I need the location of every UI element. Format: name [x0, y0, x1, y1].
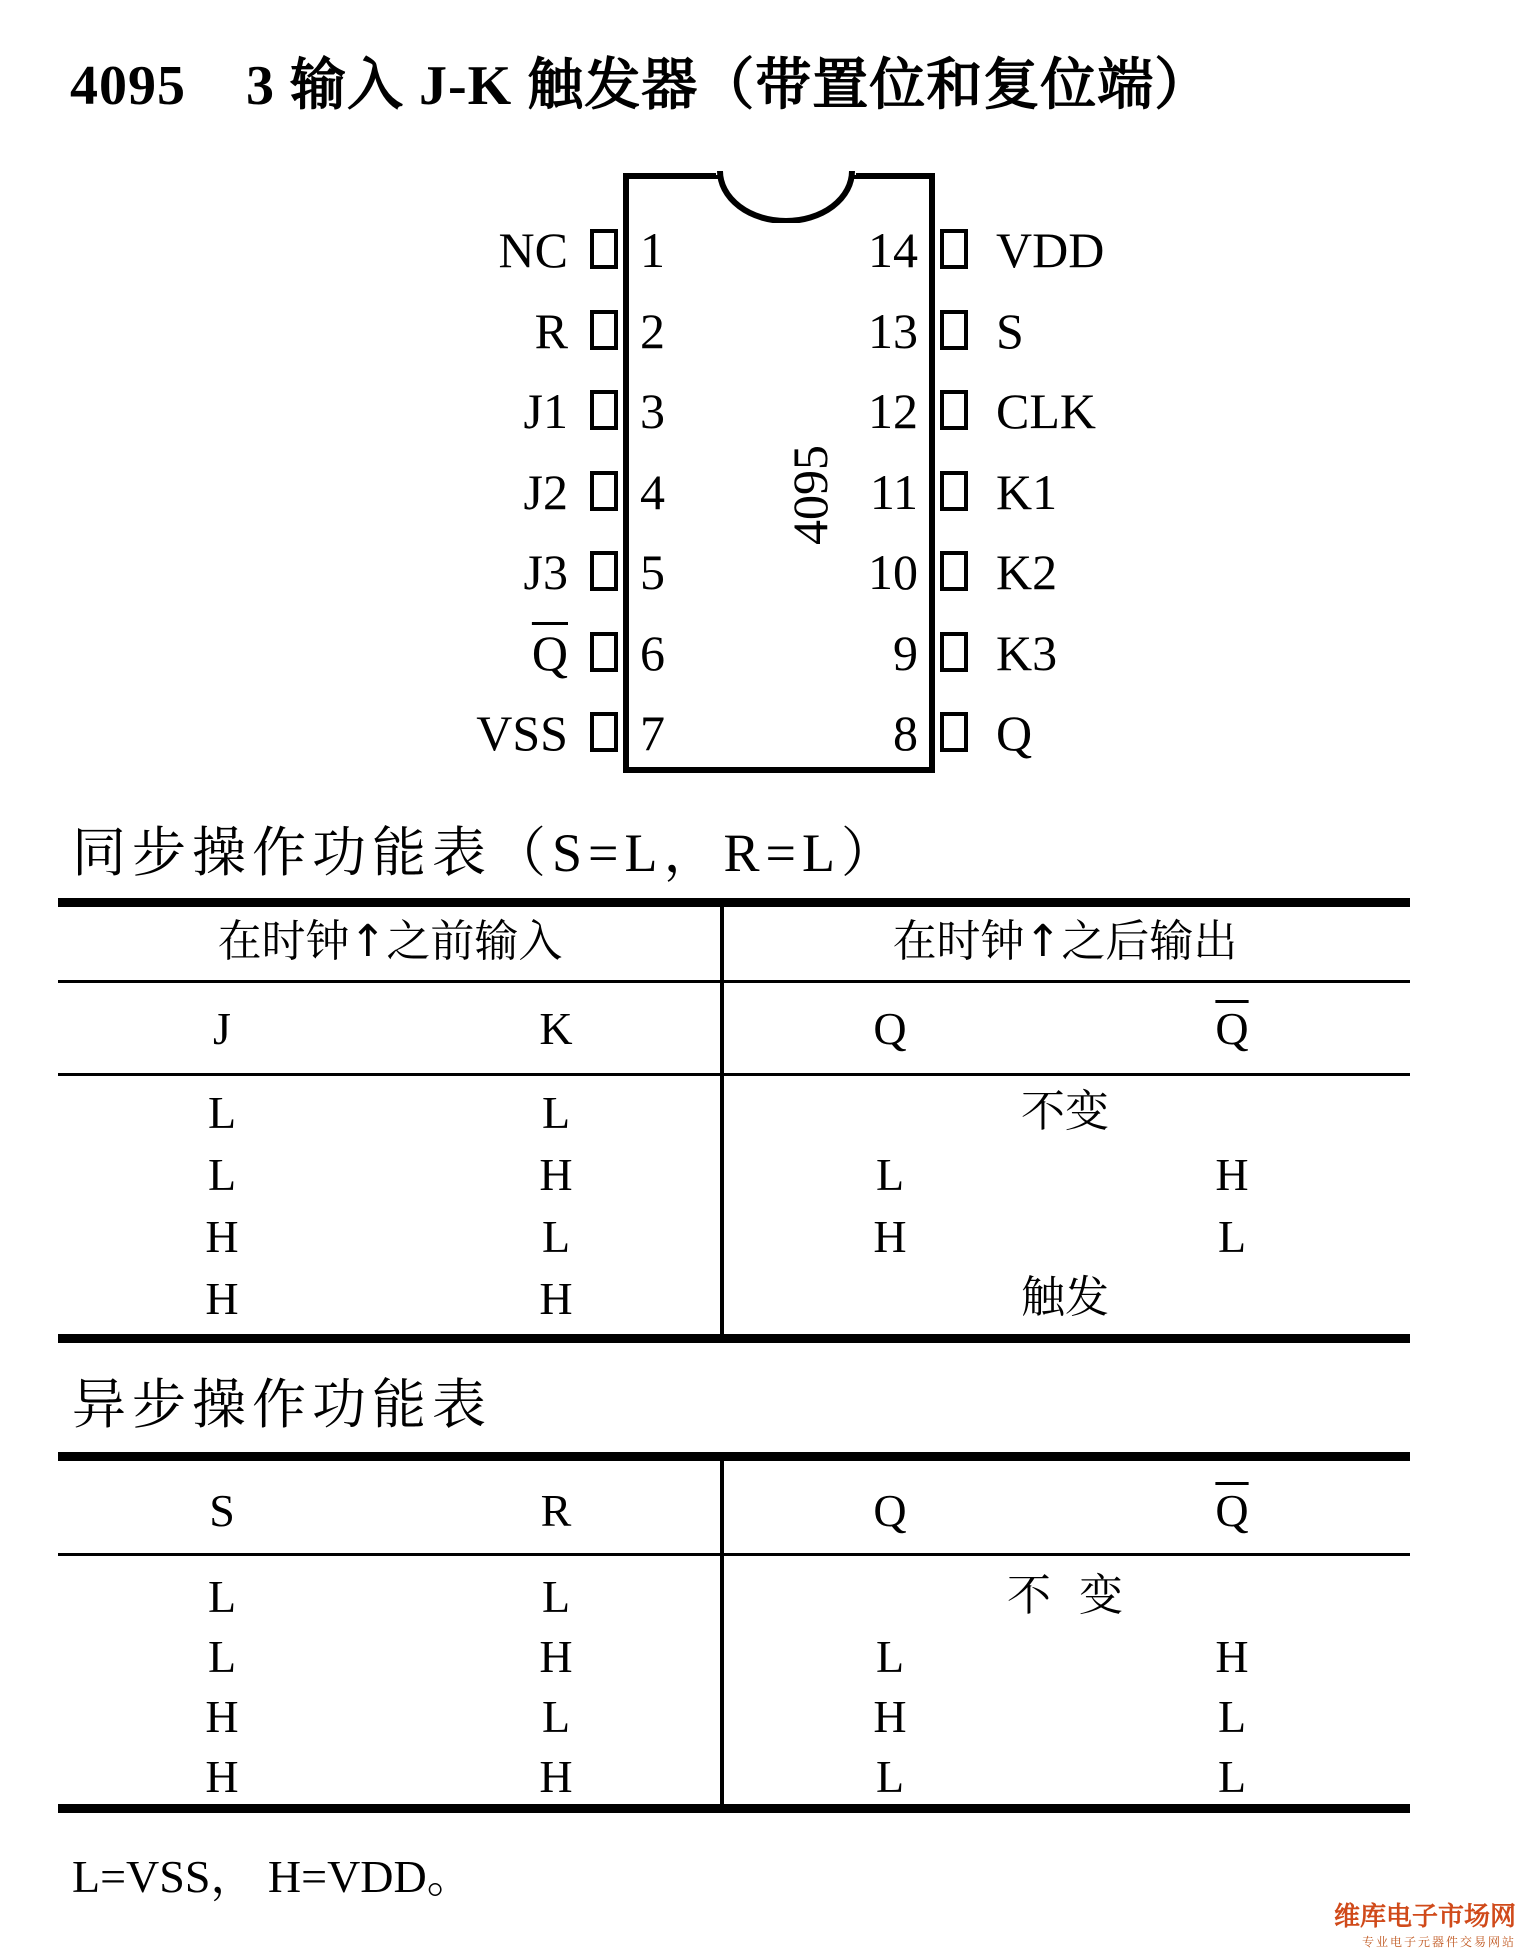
pin-label: K2: [996, 544, 1058, 600]
pin-number: 8: [893, 705, 918, 761]
col-header-q: Q: [873, 1003, 907, 1054]
pin-box-left: [590, 390, 618, 430]
table-cell-merged: 不 变: [1007, 1570, 1123, 1621]
table-cell: L: [875, 1149, 905, 1200]
pin-box-left: [590, 551, 618, 591]
table-cell: L: [541, 1087, 571, 1138]
table-cell: L: [207, 1149, 237, 1200]
table-cell: L: [207, 1087, 237, 1138]
table-cell: H: [205, 1691, 239, 1742]
pin-label: R: [534, 302, 568, 359]
table-cell: H: [539, 1149, 573, 1200]
watermark: [1334, 1896, 1516, 1950]
table-cell: L: [541, 1211, 571, 1262]
table-cell: L: [541, 1691, 571, 1742]
pin-box-right: [940, 390, 968, 430]
table-cell: L: [1217, 1691, 1247, 1742]
pin-label: Q: [996, 705, 1033, 761]
pin-number: 1: [640, 222, 665, 278]
table-rule-bottom: [58, 1804, 1410, 1813]
pin-box-right: [940, 471, 968, 511]
pin-label: NC: [498, 222, 568, 278]
pin-number: 2: [640, 302, 665, 359]
pin-box-right: [940, 712, 968, 752]
pin-box-right: [940, 229, 968, 269]
col-header-k: K: [539, 1003, 573, 1054]
table-cell: H: [873, 1691, 907, 1742]
table-cell: H: [1215, 1631, 1249, 1682]
table-cell: L: [875, 1631, 905, 1682]
col-header-r: R: [540, 1485, 572, 1536]
async-table-title: 异步操作功能表: [72, 1375, 492, 1435]
pin-box-left: [590, 712, 618, 752]
table-cell: H: [205, 1211, 239, 1262]
table-rule-top: [58, 898, 1410, 907]
title-text: 3 输入 J-K 触发器（带置位和复位端）: [246, 55, 1212, 117]
pin-label: CLK: [996, 383, 1096, 439]
document-title: [70, 55, 1212, 117]
table-cell: L: [1217, 1211, 1247, 1262]
sync-table-title: 同步操作功能表（S=L，R=L）: [72, 823, 901, 883]
table-cell-merged: 不变: [1021, 1086, 1109, 1137]
pin-number: 9: [893, 624, 918, 681]
watermark-brand: 维库电子市场网: [1333, 1902, 1516, 1932]
table-cell: H: [205, 1751, 239, 1802]
table-rule-top: [58, 1452, 1410, 1461]
ic-body-label: 4095: [782, 445, 838, 545]
col-header-s: S: [209, 1485, 235, 1536]
col-header-j: J: [213, 1003, 231, 1054]
table-cell: L: [541, 1571, 571, 1622]
pin-label: S: [996, 302, 1024, 359]
table-cell-merged: 触发: [1021, 1272, 1109, 1323]
watermark-tagline: 专业电子元器件交易网站: [1361, 1935, 1516, 1949]
table-cell: H: [539, 1273, 573, 1324]
pin-label: J3: [523, 544, 568, 600]
table-divider: [720, 905, 724, 1337]
pin-label: K3: [996, 624, 1058, 681]
group-header-outputs: 在时钟↑之后输出: [892, 916, 1238, 967]
table-cell: L: [207, 1631, 237, 1682]
pin-box-right: [940, 632, 968, 672]
table-cell: L: [875, 1751, 905, 1802]
pin-label: $\overline{Q}$: [531, 624, 568, 681]
table-rule: [58, 1553, 1410, 1556]
ic-notch: [716, 167, 856, 223]
table-cell: H: [1215, 1149, 1249, 1200]
pin-label: J2: [523, 463, 568, 520]
pin-number: 13: [868, 302, 918, 359]
table-cell: H: [539, 1631, 573, 1682]
pin-number: 6: [640, 624, 665, 681]
table-divider: [720, 1460, 724, 1806]
pin-box-left: [590, 310, 618, 350]
pin-box-left: [590, 229, 618, 269]
title-part-number: 4095: [70, 55, 186, 117]
pin-label: K1: [996, 463, 1058, 520]
table-cell: H: [873, 1211, 907, 1262]
pin-number: 4: [640, 463, 665, 520]
pin-box-left: [590, 471, 618, 511]
pin-number: 11: [869, 463, 918, 520]
table-cell: H: [205, 1273, 239, 1324]
pin-box-right: [940, 551, 968, 591]
pin-number: 5: [640, 544, 665, 600]
pin-number: 7: [640, 705, 665, 761]
table-cell: L: [207, 1571, 237, 1622]
table-rule: [58, 980, 1410, 983]
pin-box-right: [940, 310, 968, 350]
table-rule: [58, 1073, 1410, 1076]
col-header-q-bar: $\overline{Q}$: [1215, 1485, 1249, 1536]
pin-number: 14: [868, 222, 918, 278]
col-header-q-bar: $\overline{Q}$: [1215, 1003, 1249, 1054]
pin-label: J1: [523, 383, 568, 439]
pin-number: 12: [868, 383, 918, 439]
group-header-inputs: 在时钟↑之前输入: [217, 916, 563, 967]
table-cell: H: [539, 1751, 573, 1802]
table-cell: L: [1217, 1751, 1247, 1802]
pin-number: 3: [640, 383, 665, 439]
legend-note: L=VSS， H=VDD。: [72, 1851, 473, 1902]
col-header-q: Q: [873, 1485, 907, 1536]
pin-label: VDD: [996, 222, 1105, 278]
pin-label: VSS: [476, 705, 568, 761]
pin-box-left: [590, 632, 618, 672]
pin-number: 10: [868, 544, 918, 600]
table-rule-bottom: [58, 1334, 1410, 1343]
